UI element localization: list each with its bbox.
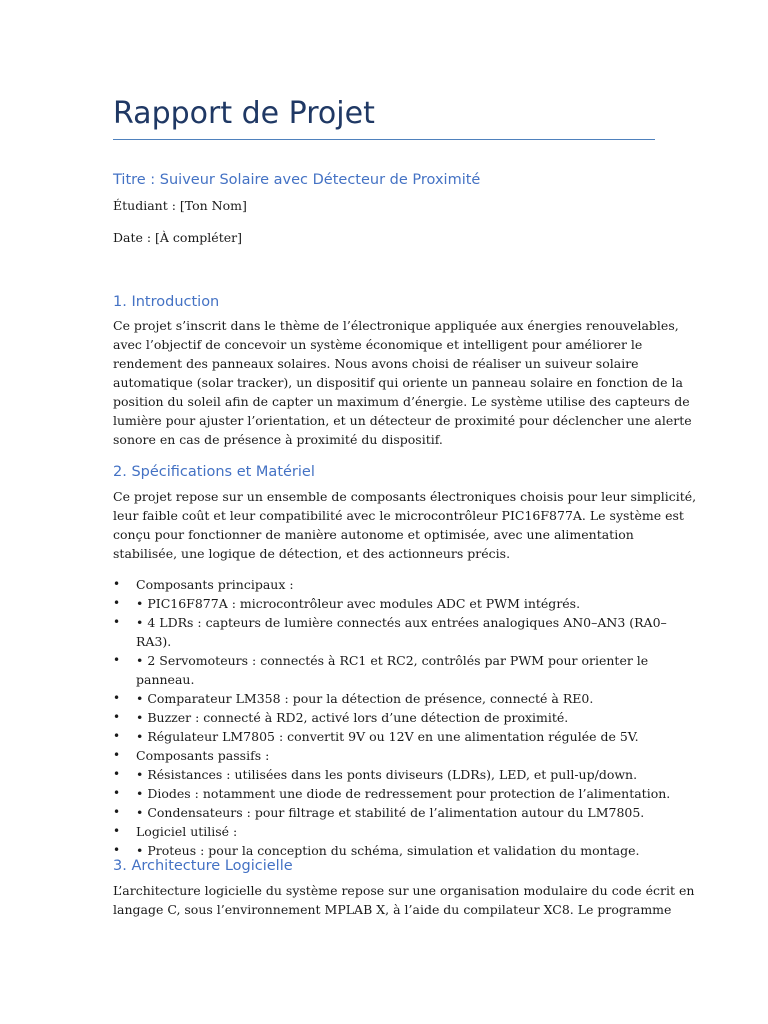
project-subtitle: Titre : Suiveur Solaire avec Détecteur de Proximité xyxy=(113,172,481,188)
paragraph-line: position du soleil afin de capter un maximum d’énergie. Le système utilise des capteurs de xyxy=(113,394,690,409)
paragraph-line: avec l’objectif de concevoir un système économique et intelligent pour améliorer le xyxy=(113,337,643,352)
list-item: • • Proteus : pour la conception du schéma, simulation et validation du montage. xyxy=(113,843,640,858)
list-item: • • 2 Servomoteurs : connectés à RC1 et RC2, contrôlés par PWM pour orienter le panneau. xyxy=(113,653,649,687)
paragraph-line: automatique (solar tracker), un dispositif qui oriente un panneau solaire en fonction de la xyxy=(113,375,683,390)
bullet-icon: • xyxy=(113,843,121,857)
section-heading-architecture: 3. Architecture Logicielle xyxy=(113,858,293,874)
architecture-paragraph xyxy=(113,881,695,919)
bullet-icon: • xyxy=(113,577,121,591)
bullet-icon: • xyxy=(113,691,121,705)
date-line: Date : [À compléter] xyxy=(113,230,242,245)
list-item: • Composants principaux : xyxy=(113,577,294,592)
bullet-icon: • xyxy=(113,805,121,819)
bullet-icon: • xyxy=(113,786,121,800)
list-item: • • Diodes : notamment une diode de redressement pour protection de l’alimentation. xyxy=(113,786,671,801)
components-list xyxy=(113,575,673,860)
bullet-icon: • xyxy=(113,653,121,667)
list-item: • Logiciel utilisé : xyxy=(113,824,238,839)
list-item: • • Buzzer : connecté à RD2, activé lors d’une détection de proximité. xyxy=(113,710,569,725)
list-item: • • Condensateurs : pour filtrage et stabilité de l’alimentation autour du LM7805. xyxy=(113,805,645,820)
paragraph-line: langage C, sous l’environnement MPLAB X, à l’aide du compilateur XC8. Le programme xyxy=(113,902,672,917)
list-item: • • Comparateur LM358 : pour la détection de présence, connecté à RE0. xyxy=(113,691,594,706)
section-heading-introduction: 1. Introduction xyxy=(113,294,220,310)
paragraph-line: rendement des panneaux solaires. Nous avons choisi de réaliser un suiveur solaire xyxy=(113,356,639,371)
section-heading-specifications: 2. Spécifications et Matériel xyxy=(113,464,315,480)
paragraph-line: sonore en cas de présence à proximité du dispositif. xyxy=(113,432,443,447)
list-item: • • PIC16F877A : microcontrôleur avec modules ADC et PWM intégrés. xyxy=(113,596,581,611)
list-item: • • Résistances : utilisées dans les ponts diviseurs (LDRs), LED, et pull-up/down. xyxy=(113,767,638,782)
bullet-icon: • xyxy=(113,615,121,629)
paragraph-line: L’architecture logicielle du système repose sur une organisation modulaire du code écrit en xyxy=(113,883,695,898)
bullet-icon: • xyxy=(113,824,121,838)
introduction-paragraph xyxy=(113,316,692,449)
specifications-paragraph xyxy=(113,487,697,563)
bullet-icon: • xyxy=(113,729,121,743)
paragraph-line: Ce projet repose sur un ensemble de composants électroniques choisis pour leur simplicité, xyxy=(113,489,697,504)
paragraph-line: Ce projet s’inscrit dans le thème de l’électronique appliquée aux énergies renouvelables, xyxy=(113,318,679,333)
bullet-icon: • xyxy=(113,767,121,781)
list-item: • • Régulateur LM7805 : convertit 9V ou 12V en une alimentation régulée de 5V. xyxy=(113,729,639,744)
paragraph-line: stabilisée, une logique de détection, et des actionneurs précis. xyxy=(113,546,511,561)
student-line: Étudiant : [Ton Nom] xyxy=(113,198,247,213)
paragraph-line: leur faible coût et leur compatibilité avec le microcontrôleur PIC16F877A. Le système est xyxy=(113,508,684,523)
bullet-icon: • xyxy=(113,710,121,724)
list-item: • Composants passifs : xyxy=(113,748,270,763)
bullet-icon: • xyxy=(113,748,121,762)
paragraph-line: conçu pour fonctionner de manière autonome et optimisée, avec une alimentation xyxy=(113,527,634,542)
list-item: • • 4 LDRs : capteurs de lumière connectés aux entrées analogiques AN0–AN3 (RA0–RA3). xyxy=(113,615,667,649)
title-underline xyxy=(113,139,655,140)
paragraph-line: lumière pour ajuster l’orientation, et un détecteur de proximité pour déclencher une alerte xyxy=(113,413,692,428)
bullet-icon: • xyxy=(113,596,121,610)
document-title: Rapport de Projet xyxy=(113,96,375,131)
